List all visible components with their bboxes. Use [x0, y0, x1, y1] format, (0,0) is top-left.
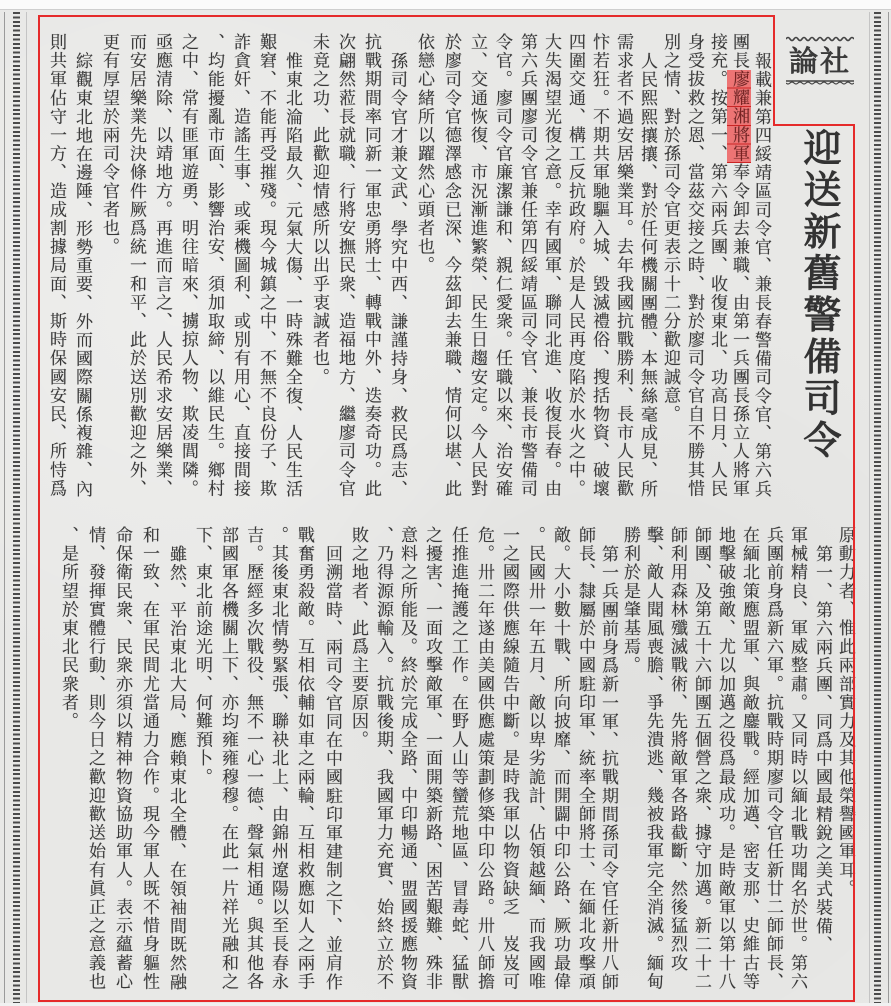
text-column: 忭若狂。不期共軍馳驅入城、毀滅禮俗、搜括物資、破壞 — [589, 33, 609, 498]
highlighted-name: 廖耀湘將軍 — [729, 70, 749, 164]
top-strip — [0, 0, 891, 10]
text-column: 人民熙熙攘攘、對於任何機關團體、本無絲毫成見、所 — [637, 52, 657, 499]
text-column: 而安居樂業先決條件厥爲統一和平、此於送別歡迎之外、 — [126, 33, 146, 498]
text-column: 孫司令官才兼文武、學究中西、謙謹持身、救民爲志、 — [387, 52, 407, 499]
text-column: 之中、常有匪軍遊勇、明往暗來、擄掠人物、欺凌閭隣。 — [178, 33, 198, 498]
text-column: 四圍交通、構工反抗政府。於是人民再度陷於水火之中。 — [565, 33, 585, 498]
text-column: 令官。廖司令官廉潔謙和、親仁愛衆。任職以來、治安確 — [492, 33, 512, 498]
text-column: 第一兵團前身爲新一軍、抗戰期間孫司令官任新卅八師 — [598, 545, 618, 992]
text-column: 、乃得源源輸入。抗戰後期、我國軍力充實、始終立於不 — [373, 526, 393, 991]
left-dashed-border — [13, 12, 20, 1003]
section-label-editorial: 社論 — [788, 44, 851, 78]
left-inner-line — [26, 12, 27, 1003]
text-column: 惟東北淪陷最久、元氣大傷、一時殊難全復、人民生活 — [282, 52, 302, 499]
text-column: 依戀心緒所以躍然心頭者也。 — [414, 33, 434, 275]
column-text: 團長 — [729, 33, 749, 71]
text-column: 吉。歷經多次戰役、無不一心一德、聲氣相通。與其他各 — [243, 526, 263, 991]
text-column: 任推進掩護之工作。在野人山等蠻荒地區、冒毒蛇、猛獸 — [448, 526, 468, 991]
text-column — [729, 33, 749, 498]
text-column: 之擾害、一面攻擊敵軍、一面開築新路、困苦艱難、殊非 — [422, 526, 442, 991]
text-column: 雖然、平治東北大局、應賴東北全體、在領袖間既然融 — [166, 545, 186, 992]
text-column: 身受拔救之恩、當茲交接之時、對於廖司令官自不勝其惜 — [684, 33, 704, 498]
text-column: 兵團前身爲新六軍。抗戰時期廖司令官任新廿二師師長、 — [763, 526, 783, 991]
ornament-wave-bottom — [786, 79, 854, 85]
text-column: 綜觀東北地在邊陲、形勢重要、外而國際關係複雜、內 — [72, 52, 92, 499]
text-column: 命保衛民衆、民衆亦須以精神物資協助軍人。表示蘊蓄心 — [112, 526, 132, 991]
text-column: 艱窘、不能再受摧殘。現今城鎮之中、不無不良份子、欺 — [256, 33, 276, 498]
text-column: 。其後東北情勢緊張、聯袂北上、由錦州遼陽以至長春永 — [268, 526, 288, 991]
text-column: 危。卅二年遂由美國供應處策劃修築中印公路。卅八師擔 — [474, 526, 494, 991]
text-column: 接充。按第一、第六兩兵團、收復東北、功高日月、人民 — [707, 33, 727, 498]
text-column: 別之情、對於孫司令官更表示十二分歡迎誠意。 — [660, 33, 680, 424]
text-column: 詐貪奸、造謠生事、或乘機圖利、或別有用心、直接間接 — [230, 33, 250, 498]
text-column: 立、交通恢復、市況漸進繁榮、民生日趨安定。今人民對 — [467, 33, 487, 498]
text-column: 意料之所能及。終於完成全路、中印暢通、盟國援應物資 — [397, 526, 417, 991]
left-border-line — [4, 12, 5, 1003]
text-column: 次翩然蒞長就職、行將安撫民衆、造福地方、繼廖司令官 — [335, 33, 355, 498]
text-column: 戰奮勇殺敵。互相依輔如車之兩輪、互相救應如人之兩手 — [294, 526, 314, 991]
ornament-wave-top — [786, 36, 854, 42]
text-column: 地擊破強敵、尤以加邁之役爲最成功。是時敵軍以第十八 — [715, 526, 735, 991]
text-column: 勝利於是肇基焉。 — [620, 526, 640, 675]
text-column: 師利用森林殲滅戰術、先將敵軍各路截斷、然後猛烈攻 — [667, 526, 687, 973]
text-column: 未竟之功、此歡迎情感所以出乎衷誠者也。 — [309, 33, 329, 387]
text-column: 報載兼第四綏靖區司令官、兼長春警備司令官、第六兵 — [751, 52, 771, 499]
text-column: 擊、敵人聞風喪膽、爭先潰逃、幾被我軍完全消滅。緬甸 — [643, 526, 663, 991]
text-column: 第一、第六兩兵團、同爲中國最精銳之美式裝備、 — [812, 545, 832, 955]
right-border-line — [888, 12, 889, 1003]
text-column: 、均能擾亂市面、影響治安、須加取締、以維民生。鄉村 — [204, 33, 224, 498]
text-column: 一之國際供應線隨告中斷。是時我軍以物資缺乏 岌岌可 — [499, 526, 519, 991]
text-column: 師長、隸屬於中國駐印軍、統率全師將士、在緬北攻擊頑 — [575, 526, 595, 991]
text-column: 、是所望於東北民衆者。 — [58, 526, 78, 731]
text-column: 第六兵團廖司令官兼任第四綏靖區司令官、兼長市警備司 — [517, 33, 537, 498]
text-column: 抗戰期間率同新一軍忠勇將士、轉戰中外、迭奏奇功。此 — [361, 33, 381, 498]
text-column: 則共軍佔守一方、造成割據局面、斯時保國安民、所恃爲 — [46, 33, 66, 498]
column-text: 奉令卸去兼職、由第一兵團長孫立人將軍 — [729, 163, 749, 499]
text-column: 在緬北策應盟軍、與敵鏖戰。經加邁、密支那、史維古等 — [739, 526, 759, 991]
right-dashed-border — [874, 12, 881, 1003]
text-column: 部國軍各機關上下、亦均雍雍穆穆。在此一片祥光融和之 — [218, 526, 238, 991]
text-column: 和一致、在軍民間尤當通力合作。現今軍人既不惜身軀性 — [139, 526, 159, 991]
text-column: 軍械精良、軍威整肅。又同時以緬北戰功聞名於世。第六 — [787, 526, 807, 991]
text-column: 。民國卅一年五月、敵以卑劣詭計、佔領越緬、而我國唯 — [525, 526, 545, 991]
text-column: 更有厚望於兩司令官者也。 — [99, 33, 119, 257]
text-column: 原動力者、惟此兩部實力及其他榮譽國軍耳。 — [835, 526, 855, 898]
text-column: 下、東北前途光明、何難預卜。 — [192, 526, 212, 787]
text-column: 回溯當時、兩司令官同在中國駐印軍建制之下、並肩作 — [322, 545, 342, 992]
right-inner-line — [869, 12, 870, 1003]
article-title: 迎送新舊警備司令 — [797, 128, 842, 462]
text-column: 於廖司令官德澤感念已深、今茲卸去兼職、情何以堪、此 — [441, 33, 461, 498]
text-column: 師團、及第五十六師團五個營之衆、據守加邁。新二十二 — [691, 526, 711, 991]
text-column: 情、發揮實體行動、則今日之歡迎歡送始有眞正之意義也 — [85, 526, 105, 991]
text-column: 敵。大小數十戰、所向披靡、而開闢中印公路、厥功最偉 — [550, 526, 570, 991]
text-column: 需求者不過安居樂業耳。去年我國抗戰勝利、長市人民歡 — [613, 33, 633, 498]
text-column: 敗之地者、此爲主要原因。 — [348, 526, 368, 750]
text-column: 亟應清除、以靖地方。再進而言之、人民希求安居樂業、 — [152, 33, 172, 498]
text-column: 大失渴望光復之意。幸有國軍、聯同北進、收復長春。由 — [541, 33, 561, 498]
